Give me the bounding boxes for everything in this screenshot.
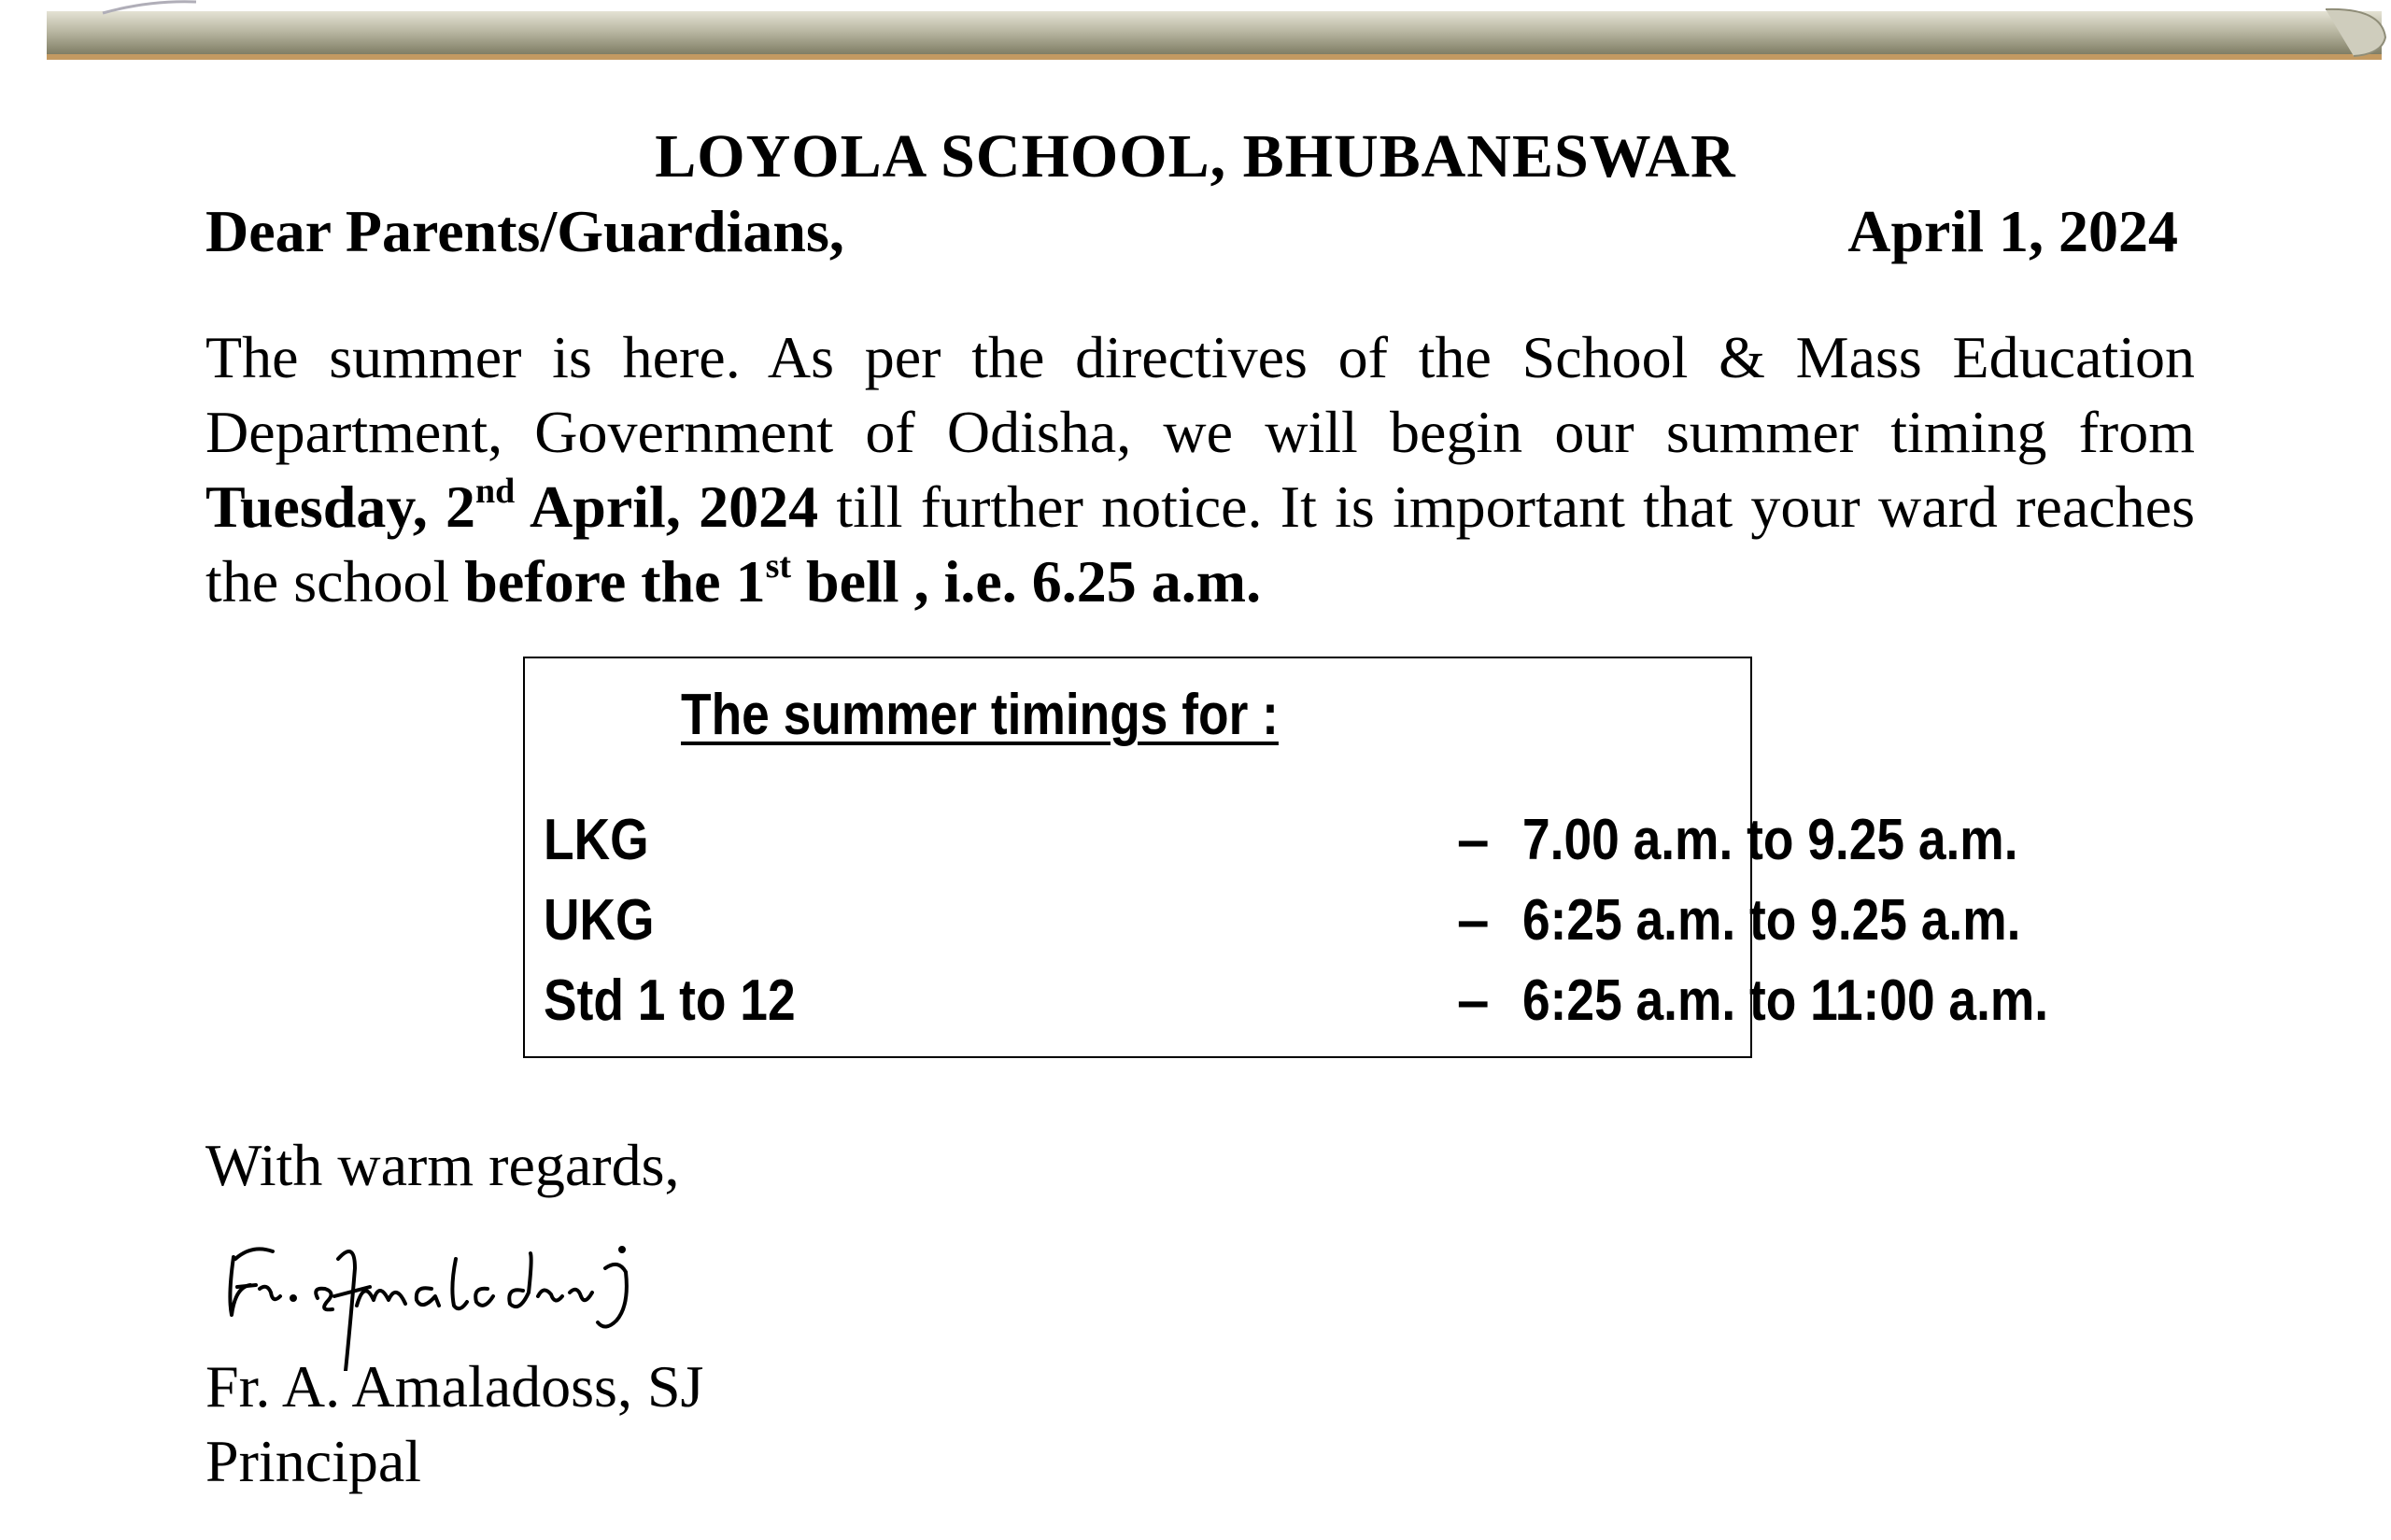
bell-text-2: bell , i.e. 6.25 a.m. <box>791 548 1262 615</box>
start-month-year: April, 2024 <box>515 473 819 540</box>
salutation: Dear Parents/Guardians, <box>205 198 844 264</box>
bell-text-1: before the 1 <box>464 548 766 615</box>
para-text-1: The summer is here. As per the directives of the School & Mass Education Department, Government of Odisha, we will begin our summer timing from <box>205 324 2195 465</box>
timing-class: UKG <box>544 888 655 953</box>
timing-hours: 7.00 a.m. to 9.25 a.m. <box>1522 808 2018 872</box>
start-day-suffix: nd <box>475 472 516 511</box>
letter-date: April 1, 2024 <box>1847 198 2178 264</box>
summer-timings-box <box>523 657 2049 1058</box>
closing-regards: With warm regards, <box>205 1132 680 1198</box>
start-day: Tuesday, 2 <box>205 473 476 540</box>
principal-name: Fr. A. Amaladoss, SJ <box>205 1353 704 1420</box>
principal-title: Principal <box>205 1428 422 1494</box>
timings-heading: The summer timings for : <box>681 683 1279 747</box>
header-bar-graphic <box>47 0 2391 62</box>
bell-time <box>464 548 1261 615</box>
school-name-heading: LOYOLA SCHOOL, BHUBANESWAR <box>655 122 1736 191</box>
timing-dash: – <box>1457 808 1490 872</box>
notice-paragraph <box>205 320 2195 619</box>
timing-class: LKG <box>544 808 649 872</box>
timing-hours: 6:25 a.m. to 11:00 a.m. <box>1522 968 2049 1033</box>
para-text-2: till further notice. It is important that your ward reaches the school <box>205 473 2196 615</box>
decorative-header-bar <box>47 0 2391 62</box>
timing-hours: 6:25 a.m. to 9.25 a.m. <box>1522 888 2021 953</box>
timing-dash: – <box>1457 888 1490 953</box>
timing-dash: – <box>1457 968 1490 1033</box>
bell-suffix: st <box>765 546 792 586</box>
timing-class: Std 1 to 12 <box>544 968 796 1033</box>
start-date <box>205 473 818 540</box>
